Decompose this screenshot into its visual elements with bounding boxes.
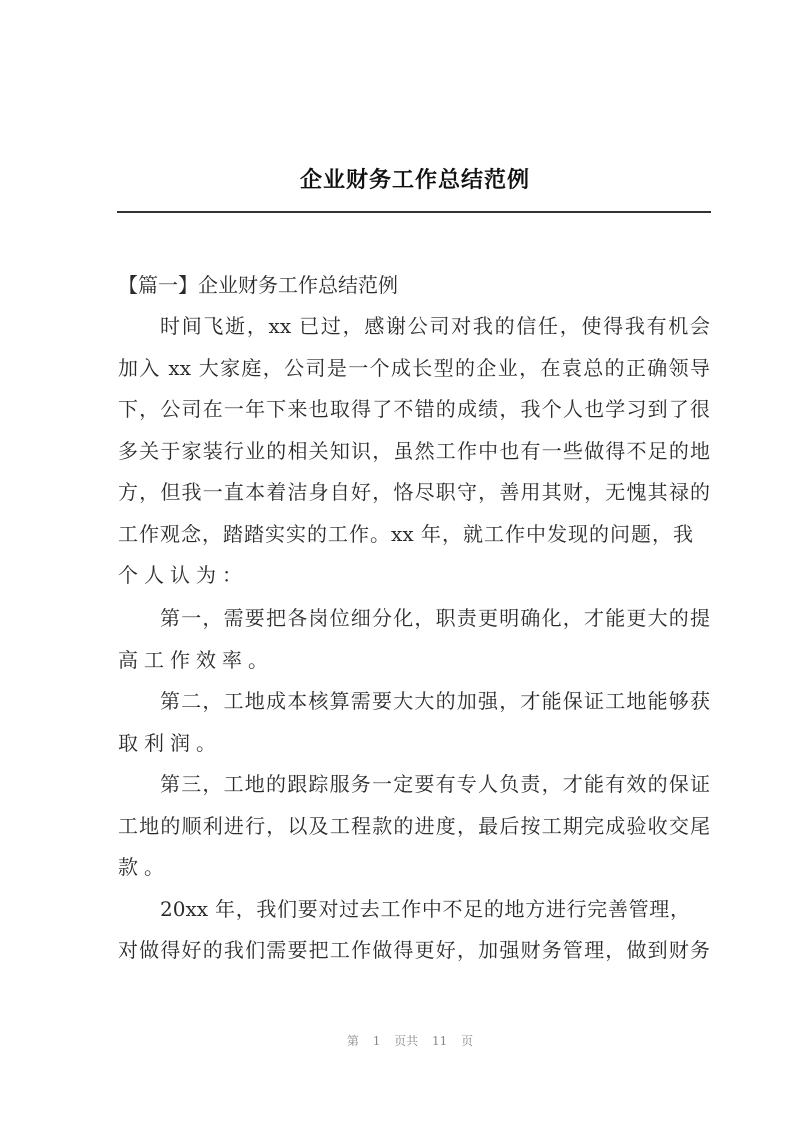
paragraph-line: 加入 xx 大家庭，公司是一个成长型的企业，在袁总的正确领导	[118, 356, 710, 380]
paragraph-line: 20xx 年，我们要对过去工作中不足的地方进行完善管理，	[160, 897, 690, 921]
paragraph-line: 取利润。	[118, 731, 222, 755]
paragraph-line: 第二，工地成本核算需要大大的加强，才能保证工地能够获	[160, 689, 710, 713]
section-heading: 【篇一】企业财务工作总结范例	[118, 273, 398, 297]
paragraph-line: 对做得好的我们需要把工作做得更好，加强财务管理，做到财务	[118, 938, 710, 962]
page-number-footer: 第 1 页共 11 页	[346, 1034, 474, 1048]
paragraph-line: 多关于家装行业的相关知识，虽然工作中也有一些做得不足的地	[118, 439, 710, 463]
paragraph-line: 高工作效率。	[118, 648, 274, 672]
paragraph-line: 下，公司在一年下来也取得了不错的成绩，我个人也学习到了很	[118, 397, 710, 421]
paragraph-line: 个人认为：	[118, 563, 248, 587]
paragraph-line: 时间飞逝，xx 已过，感谢公司对我的信任，使得我有机会	[160, 314, 710, 338]
paragraph-line: 方，但我一直本着洁身自好，恪尽职守，善用其财，无愧其禄的	[118, 480, 710, 504]
title-divider	[117, 211, 711, 213]
paragraph-line: 工作观念，踏踏实实的工作。xx 年，就工作中发现的问题，我	[118, 522, 693, 546]
paragraph-line: 第三，工地的跟踪服务一定要有专人负责，才能有效的保证	[160, 772, 710, 796]
document-title: 企业财务工作总结范例	[299, 168, 530, 193]
paragraph-line: 第一，需要把各岗位细分化，职责更明确化，才能更大的提	[160, 606, 710, 630]
paragraph-line: 工地的顺利进行，以及工程款的进度，最后按工期完成验收交尾	[118, 814, 710, 838]
paragraph-line: 款。	[118, 855, 170, 879]
